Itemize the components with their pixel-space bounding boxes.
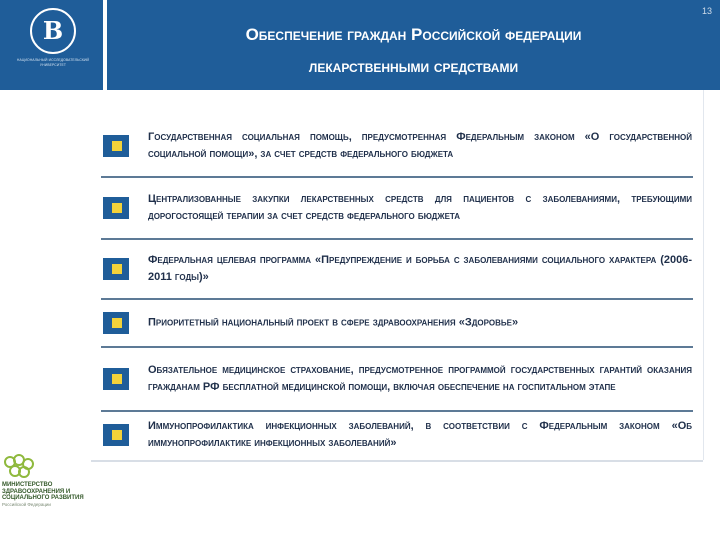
- slide-title-line1: Обеспечение граждан Российской федерации: [245, 25, 582, 44]
- university-logo: [13, 8, 93, 67]
- ministry-name: МИНИСТЕРСТВО ЗДРАВООХРАНЕНИЯ И СОЦИАЛЬНОГО РАЗВИТИЯ: [2, 482, 84, 501]
- list-item: [101, 116, 693, 178]
- bullet-square-icon: [103, 424, 129, 446]
- ministry-country: Российской Федерации: [2, 501, 51, 507]
- footer-divider: [91, 460, 703, 462]
- list-item-text: Централизованные закупки лекарственных средств для пациентов с заболеваниями, требующими дорогостоящей терапии за счет средств федерального бюджета: [148, 193, 692, 222]
- logo-emblem: [30, 8, 76, 54]
- content-panel: [91, 90, 704, 460]
- logo-letter: В: [42, 16, 64, 45]
- logo-caption: НАЦИОНАЛЬНЫЙ ИССЛЕДОВАТЕЛЬСКИЙ УНИВЕРСИТЕТ: [16, 58, 90, 67]
- list-item: [101, 178, 693, 240]
- list-item: [101, 412, 693, 458]
- slide-header: [107, 0, 720, 90]
- list-item-text: Государственная социальная помощь, предусмотренная Федеральным законом «О государственной социальной помощи», за счет средств федерального бюджета: [148, 131, 692, 160]
- bullet-square-icon: [103, 258, 129, 280]
- bullet-square-icon: [103, 135, 129, 157]
- ministry-emblem-icon: [2, 454, 42, 480]
- list-item: [101, 348, 693, 412]
- slide-title-line2: лекарственными средствами: [308, 57, 519, 76]
- bullet-square-icon: [103, 368, 129, 390]
- divider-line: [100, 0, 103, 88]
- divider-line-inner: [104, 0, 105, 88]
- page-number: 13: [701, 6, 712, 16]
- slide-title: [107, 19, 720, 83]
- bullet-square-icon: [103, 312, 129, 334]
- list-item-text: Федеральная целевая программа «Предупреждение и борьба с заболеваниями социального характера (2006-2011 годы)»: [148, 254, 692, 283]
- list-item: [101, 300, 693, 348]
- list-item-text: Обязательное медицинское страхование, предусмотренное программой государственных гарантий оказания гражданам РФ бесплатной медицинской помощи, включая обеспечение на госпитальном этапе: [148, 364, 692, 393]
- list-item: [101, 240, 693, 300]
- logo-panel: [0, 0, 103, 90]
- list-item-text: Приоритетный национальный проект в сфере здравоохранения «Здоровье»: [148, 316, 519, 329]
- list-item-text: Иммунопрофилактика инфекционных заболеваний, в соответствии с Федеральным законом «Об иммунопрофилактике инфекционных заболеваний»: [148, 420, 692, 449]
- ministry-logo: [2, 454, 112, 508]
- bullet-square-icon: [103, 197, 129, 219]
